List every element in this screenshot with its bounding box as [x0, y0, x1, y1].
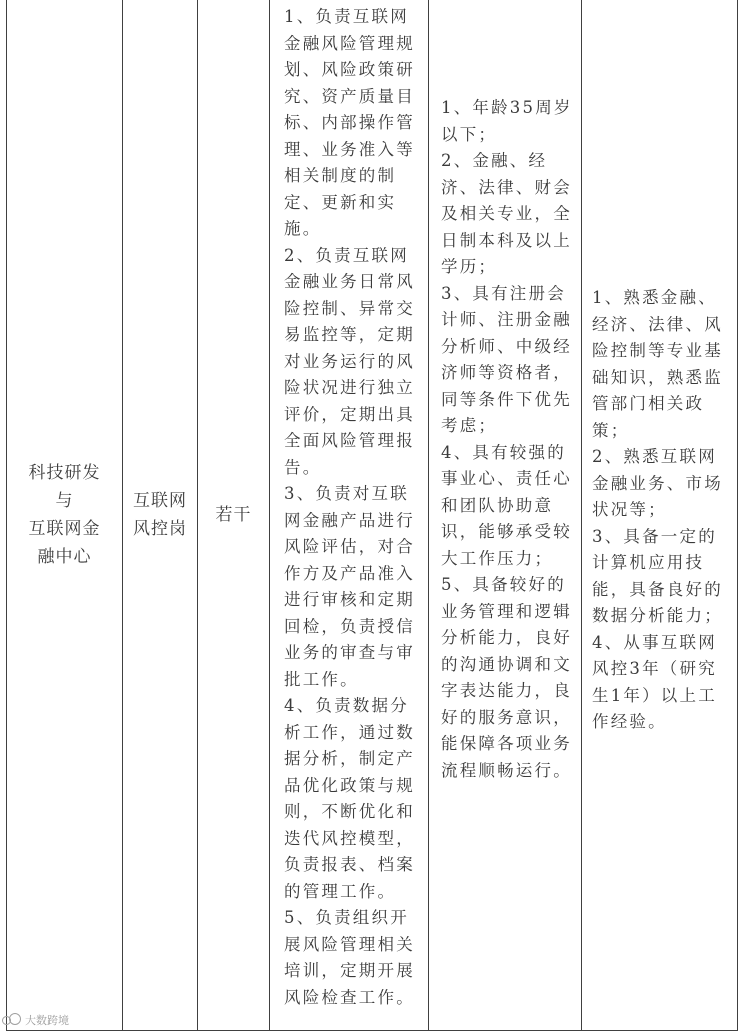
department-text: [20, 459, 110, 571]
experience-cell: [582, 0, 737, 1030]
requirements-list: [441, 95, 576, 784]
duties-list: [284, 4, 424, 1011]
position-cell: [123, 0, 198, 1030]
job-table: [6, 0, 738, 1031]
watermark-text: 大数跨境: [25, 1014, 69, 1027]
requirement-item: 5、具备较好的业务管理和逻辑分析能力，良好的沟通协调和文字表达能力，良好的服务意识，能保障各项业务流程顺畅运行。: [441, 575, 572, 780]
duty-item: 1、负责互联网金融风险管理规划、风险政策研究、资产质量目标、内部操作管理、业务准入等相关制度的制定、更新和实施。: [284, 7, 415, 238]
department-line: 融中心: [37, 547, 92, 567]
headcount-cell: [198, 0, 270, 1030]
position-text: [131, 487, 189, 543]
experience-item: 4、从事互联网风控3年（研究生1年）以上工作经验。: [592, 632, 717, 731]
requirement-item: 2、金融、经济、法律、财会及相关专业，全日制本科及以上学历；: [441, 151, 572, 276]
department-line: 与: [55, 491, 74, 511]
duty-item: 4、负责数据分析工作，通过数据分析，制定产品优化政策与规则，不断优化和迭代风控模型，负责报表、档案的管理工作。: [284, 696, 415, 901]
duty-item: 2、负责互联网金融业务日常风险控制、异常交易监控等，定期对业务运行的风险状况进行独立评价，定期出具全面风险管理报告。: [284, 245, 415, 477]
experience-item: 2、熟悉互联网金融业务、市场状况等；: [592, 447, 723, 519]
position-line: 风控岗: [133, 519, 187, 539]
requirement-item: 3、具有注册会计师、注册金融分析师、中级经济师等资格者，同等条件下优先考虑；: [441, 283, 572, 435]
requirements-cell: [429, 0, 582, 1030]
experience-list: [592, 285, 732, 736]
experience-item: 3、具备一定的计算机应用技能，具备良好的数据分析能力；: [592, 526, 723, 625]
duty-item: 5、负责组织开展风险管理相关培训，定期开展风险检查工作。: [284, 908, 415, 1007]
headcount-text: 若干: [215, 505, 252, 525]
requirement-item: 4、具有较强的事业心、责任心和团队协助意识，能够承受较大工作压力；: [441, 442, 572, 568]
duties-cell: [270, 0, 429, 1030]
experience-item: 1、熟悉金融、经济、法律、风险控制等专业基础知识，熟悉监管部门相关政策；: [592, 288, 723, 440]
watermark: [2, 1012, 69, 1028]
department-line: 科技研发: [28, 463, 101, 483]
duty-item: 3、负责对互联网金融产品进行风险评估，对合作方及产品准入进行审核和定期回检，负责授信业务的审查与审批工作。: [284, 484, 415, 689]
position-line: 互联网: [133, 491, 187, 511]
watermark-logo-icon: [2, 1013, 22, 1027]
department-line: 互联网金: [28, 519, 101, 539]
requirement-item: 1、年龄35周岁以下；: [441, 98, 573, 144]
department-cell: [7, 0, 123, 1030]
